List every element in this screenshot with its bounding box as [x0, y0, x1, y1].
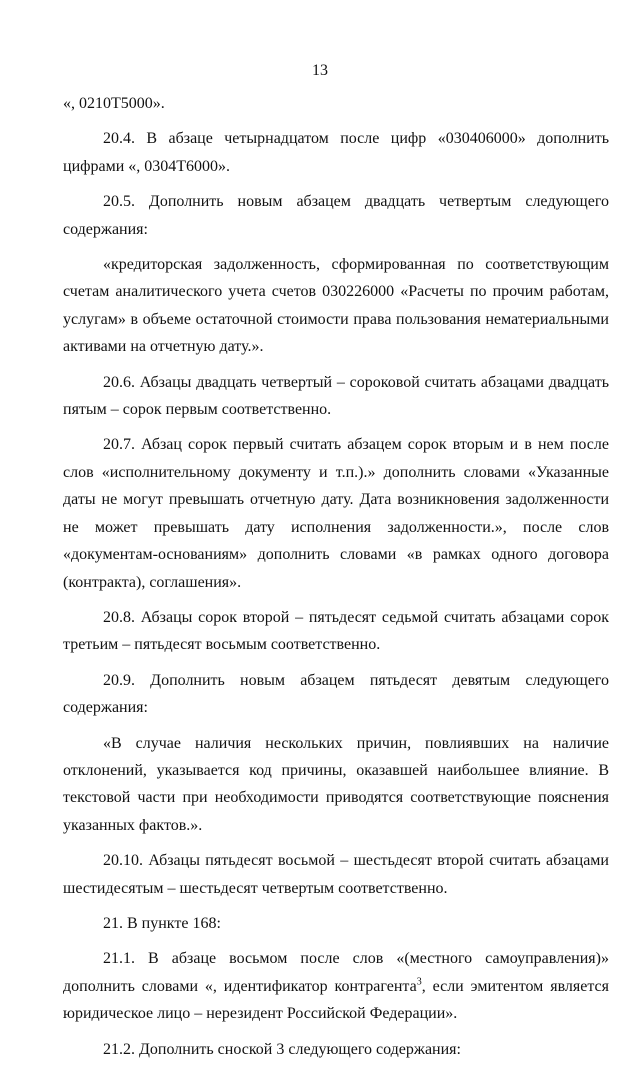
- paragraph-21-1-text-end: , если эмитентом является юридическое лицо – нерезидент Российской Федерации».: [63, 977, 610, 1023]
- paragraph-21-1: [63, 945, 609, 1027]
- paragraph: 21. В пункте 168:: [103, 914, 221, 932]
- paragraph: «кредиторская задолженность, сформированная по соответствующим счетам аналитического учета счетов 030226000 «Расчеты по прочим работам, услугам» в объеме остаточной стоимости права пользования нематериальными активами на отчетную дату.».: [63, 256, 609, 356]
- paragraph: 20.4. В абзаце четырнадцатом после цифр «030406000» дополнить цифрами «, 0304Т6000».: [63, 130, 609, 175]
- page-number: 13: [312, 62, 328, 79]
- paragraph: 20.9. Дополнить новым абзацем пятьдесят девятым следующего содержания:: [63, 671, 609, 717]
- paragraph: 20.10. Абзацы пятьдесят восьмой – шестьдесят второй считать абзацами шестидесятым – шестьдесят четвертым соответственно.: [63, 852, 609, 897]
- document-body: [63, 90, 609, 1071]
- paragraph: 20.6. Абзацы двадцать четвертый – сороковой считать абзацами двадцать пятым – сорок первым соответственно.: [63, 373, 609, 419]
- paragraph: 20.5. Дополнить новым абзацем двадцать четвертым следующего содержания:: [63, 193, 609, 238]
- footnote-marker: 3: [416, 976, 422, 988]
- paragraph: «В случае наличия нескольких причин, повлиявших на наличие отклонений, указывается код причины, оказавшей наибольшее влияние. В текстовой части при необходимости приводятся соответствующие пояснения указанных фактов.».: [63, 734, 609, 834]
- paragraph: 20.8. Абзацы сорок второй – пятьдесят седьмой считать абзацами сорок третьим – пятьдесят восьмым соответственно.: [63, 608, 609, 654]
- paragraph-21-1-text-start: 21.1. В абзаце восьмом после слов «(местного самоуправления)» дополнить словами «, идентификатор контрагента: [63, 950, 609, 995]
- paragraph-21-2: 21.2. Дополнить сноской 3 следующего содержания:: [103, 1040, 461, 1058]
- paragraph: «, 0210Т5000».: [63, 95, 165, 112]
- paragraph: 20.7. Абзац сорок первый считать абзацем сорок вторым и в нем после слов «исполнительному документу и т.п.).» дополнить словами «Указанные даты не могут превышать отчетную дату. Дата возникновения задолженности не может превышать дату исполнения задолженности.», после слов «документам-основаниям» дополнить словами «в рамках одного договора (контракта), соглашения».: [63, 436, 609, 591]
